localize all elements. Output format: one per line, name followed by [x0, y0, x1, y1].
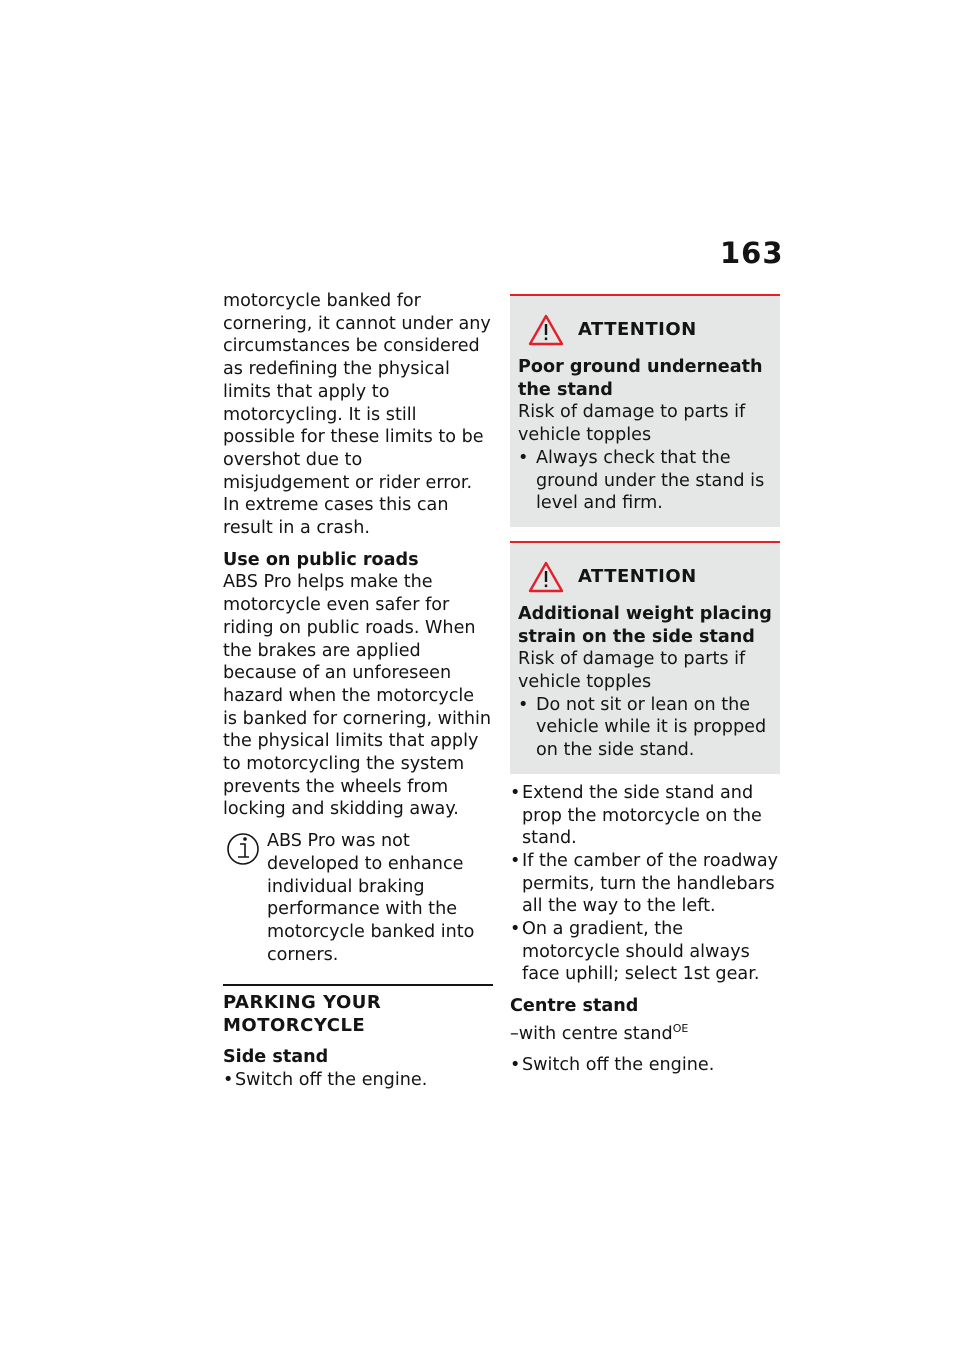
warning-heading: Additional weight placing strain on the side stand: [518, 603, 772, 647]
bullet-dot: •: [518, 447, 529, 468]
warning-header: [528, 561, 772, 593]
warning-text: Risk of damage to parts if vehicle topples: [518, 649, 746, 693]
option-dash: –: [510, 1023, 519, 1044]
bullet-dot: •: [223, 1069, 234, 1090]
warning-heading: Poor ground underneath the stand: [518, 357, 763, 400]
bullet-dot: •: [510, 850, 521, 871]
centre-stand-option: [510, 1018, 780, 1046]
info-icon: [224, 830, 262, 868]
list-item: [510, 782, 780, 850]
bullet-dot: •: [510, 1055, 521, 1076]
right-column: [510, 294, 780, 1077]
section-title: PARKING YOUR MOTORCYCLE: [223, 992, 382, 1037]
bullet-dot: •: [518, 694, 529, 715]
warning-box: [510, 294, 780, 527]
warning-box: [510, 541, 780, 774]
list-item: [518, 694, 772, 762]
centre-stand-option-text: with centre stand: [518, 1023, 673, 1044]
bullet-dot: •: [510, 782, 521, 803]
centre-stand-heading: Centre stand: [510, 996, 639, 1017]
side-stand-heading: Side stand: [223, 1046, 329, 1067]
bullet-dot: •: [510, 919, 521, 940]
warning-triangle-icon: [528, 314, 564, 346]
step-text: On a gradient, the motorcycle should always face uphill; select 1st gear.: [522, 919, 760, 985]
warning-header: [528, 314, 772, 346]
centre-stand-step: Switch off the engine.: [522, 1055, 715, 1076]
info-note-text: ABS Pro was not developed to enhance individual braking performance with the motorcycle banked into corners.: [267, 831, 475, 965]
side-stand-step: Switch off the engine.: [235, 1069, 428, 1090]
list-item: [518, 447, 772, 515]
oe-superscript: OE: [672, 1021, 689, 1035]
step-list: [510, 782, 780, 986]
public-roads-block: [223, 549, 493, 821]
left-column: [223, 290, 493, 1091]
warning-bullet: Do not sit or lean on the vehicle while it is propped on the side stand.: [536, 694, 767, 761]
warning-bullet: Always check that the ground under the stand is level and firm.: [536, 447, 765, 514]
step-text: If the camber of the roadway permits, turn the handlebars all the way to the left.: [522, 850, 779, 917]
warning-title: ATTENTION: [578, 318, 697, 340]
warning-title: ATTENTION: [578, 565, 697, 587]
warning-triangle-icon: [528, 561, 564, 593]
info-note: [223, 830, 493, 966]
list-item: [510, 1054, 780, 1077]
step-text: Extend the side stand and prop the motorcycle on the stand.: [522, 782, 762, 849]
section-divider: [223, 984, 493, 986]
list-item: [510, 918, 780, 986]
public-roads-heading: Use on public roads: [223, 549, 419, 570]
list-item: [223, 1069, 493, 1092]
public-roads-text: ABS Pro helps make the motorcycle even safer for riding on public roads. When the brakes are applied because of an unforeseen hazard when the motorcycle is banked for cornering, within the physical limits that apply to motorcycling the system prevents the wheels from locking and skidding away.: [223, 572, 492, 820]
warning-text: Risk of damage to parts if vehicle topples: [518, 402, 746, 446]
page-number: 163: [720, 236, 784, 270]
list-item: [510, 850, 780, 918]
intro-paragraph: motorcycle banked for cornering, it cannot under any circumstances be considered as redefining the physical limits that apply to motorcycling. It is still possible for these limits to be overshot due to misjudgement or rider error. In extreme cases this can result in a crash.: [223, 291, 491, 539]
